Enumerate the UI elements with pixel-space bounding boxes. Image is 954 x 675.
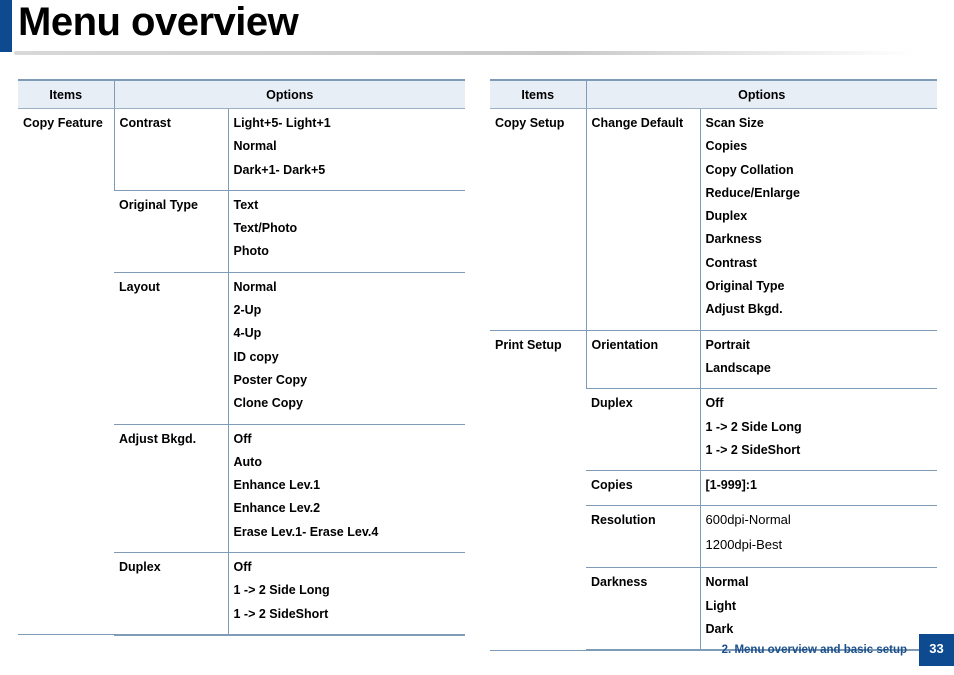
option-item: 1 -> 2 SideShort xyxy=(705,442,801,457)
option-item: Off xyxy=(233,431,252,446)
table-header-row xyxy=(490,80,937,109)
option-item: Landscape xyxy=(705,360,771,375)
option-item: Text/Photo xyxy=(233,221,298,236)
options-cell xyxy=(228,553,465,635)
option-item: Original Type xyxy=(705,279,785,294)
item-cell-copy-setup: Copy Setup xyxy=(490,109,586,331)
option-item: 4-Up xyxy=(233,326,262,341)
option-item: Clone Copy xyxy=(233,396,303,411)
submenu-original-type: Original Type xyxy=(114,190,228,272)
submenu-copies: Copies xyxy=(586,471,700,506)
page-title: Menu overview xyxy=(18,0,299,44)
options-header: Options xyxy=(114,80,465,109)
copy-feature-table xyxy=(18,79,465,636)
option-item: Normal xyxy=(233,139,277,154)
option-item: Adjust Bkgd. xyxy=(705,302,783,317)
option-item: Enhance Lev.2 xyxy=(233,501,321,516)
option-item: Scan Size xyxy=(705,116,764,130)
option-item: ID copy xyxy=(233,349,279,364)
items-header: Items xyxy=(18,80,114,109)
option-item: Light+5- Light+1 xyxy=(233,116,331,130)
option-item: Off xyxy=(705,396,724,411)
option-item: [1-999]:1 xyxy=(705,478,757,493)
options-cell xyxy=(700,568,937,650)
option-item: Poster Copy xyxy=(233,372,308,387)
submenu-change-default: Change Default xyxy=(586,109,700,331)
setup-table xyxy=(490,79,937,651)
option-item: Darkness xyxy=(705,232,762,247)
option-item: Erase Lev.1- Erase Lev.4 xyxy=(233,524,379,539)
option-item: 1200dpi-Best xyxy=(705,537,783,553)
table-row xyxy=(490,330,937,389)
options-cell xyxy=(700,389,937,471)
option-item: Normal xyxy=(705,575,749,590)
option-item: Enhance Lev.1 xyxy=(233,478,321,493)
title-accent-bar xyxy=(0,0,12,52)
options-cell xyxy=(700,109,937,331)
option-item: 1 -> 2 SideShort xyxy=(233,606,329,621)
option-item: Auto xyxy=(233,454,262,469)
item-cell-copy-feature: Copy Feature xyxy=(18,109,114,635)
options-cell xyxy=(228,190,465,272)
submenu-contrast: Contrast xyxy=(114,109,228,191)
options-cell xyxy=(700,330,937,389)
options-header: Options xyxy=(586,80,937,109)
submenu-darkness: Darkness xyxy=(586,568,700,650)
option-item: Portrait xyxy=(705,337,750,352)
options-cell xyxy=(228,424,465,552)
item-cell-print-setup: Print Setup xyxy=(490,330,586,650)
option-item: Light xyxy=(705,598,737,613)
option-item: Copy Collation xyxy=(705,162,794,177)
option-item: Photo xyxy=(233,244,269,259)
submenu-orientation: Orientation xyxy=(586,330,700,389)
option-item: Duplex xyxy=(705,209,748,224)
footer-section-title: 2. Menu overview and basic setup xyxy=(721,644,907,656)
option-item: Text xyxy=(233,197,259,212)
option-item: 1 -> 2 Side Long xyxy=(705,419,802,434)
submenu-duplex: Duplex xyxy=(586,389,700,471)
option-item: Off xyxy=(233,560,252,575)
options-cell xyxy=(700,506,937,568)
option-item: Reduce/Enlarge xyxy=(705,185,800,200)
option-item: Contrast xyxy=(705,255,757,270)
table-header-row xyxy=(18,80,465,109)
table-row xyxy=(490,109,937,331)
option-item: Normal xyxy=(233,279,277,294)
submenu-resolution: Resolution xyxy=(586,506,700,568)
page-number-badge: 33 xyxy=(919,634,954,666)
option-item: Dark+1- Dark+5 xyxy=(233,162,326,177)
option-item: 2-Up xyxy=(233,303,262,318)
submenu-adjust-bkgd: Adjust Bkgd. xyxy=(114,424,228,552)
submenu-layout: Layout xyxy=(114,272,228,424)
option-item: Copies xyxy=(705,139,748,154)
option-item: Dark xyxy=(705,622,734,637)
options-cell xyxy=(228,109,465,191)
options-cell xyxy=(228,272,465,424)
option-item: 600dpi-Normal xyxy=(705,512,791,528)
submenu-duplex: Duplex xyxy=(114,553,228,635)
title-divider xyxy=(14,51,914,55)
table-row xyxy=(18,109,465,191)
option-item: 1 -> 2 Side Long xyxy=(233,583,330,598)
options-cell xyxy=(700,471,937,506)
items-header: Items xyxy=(490,80,586,109)
